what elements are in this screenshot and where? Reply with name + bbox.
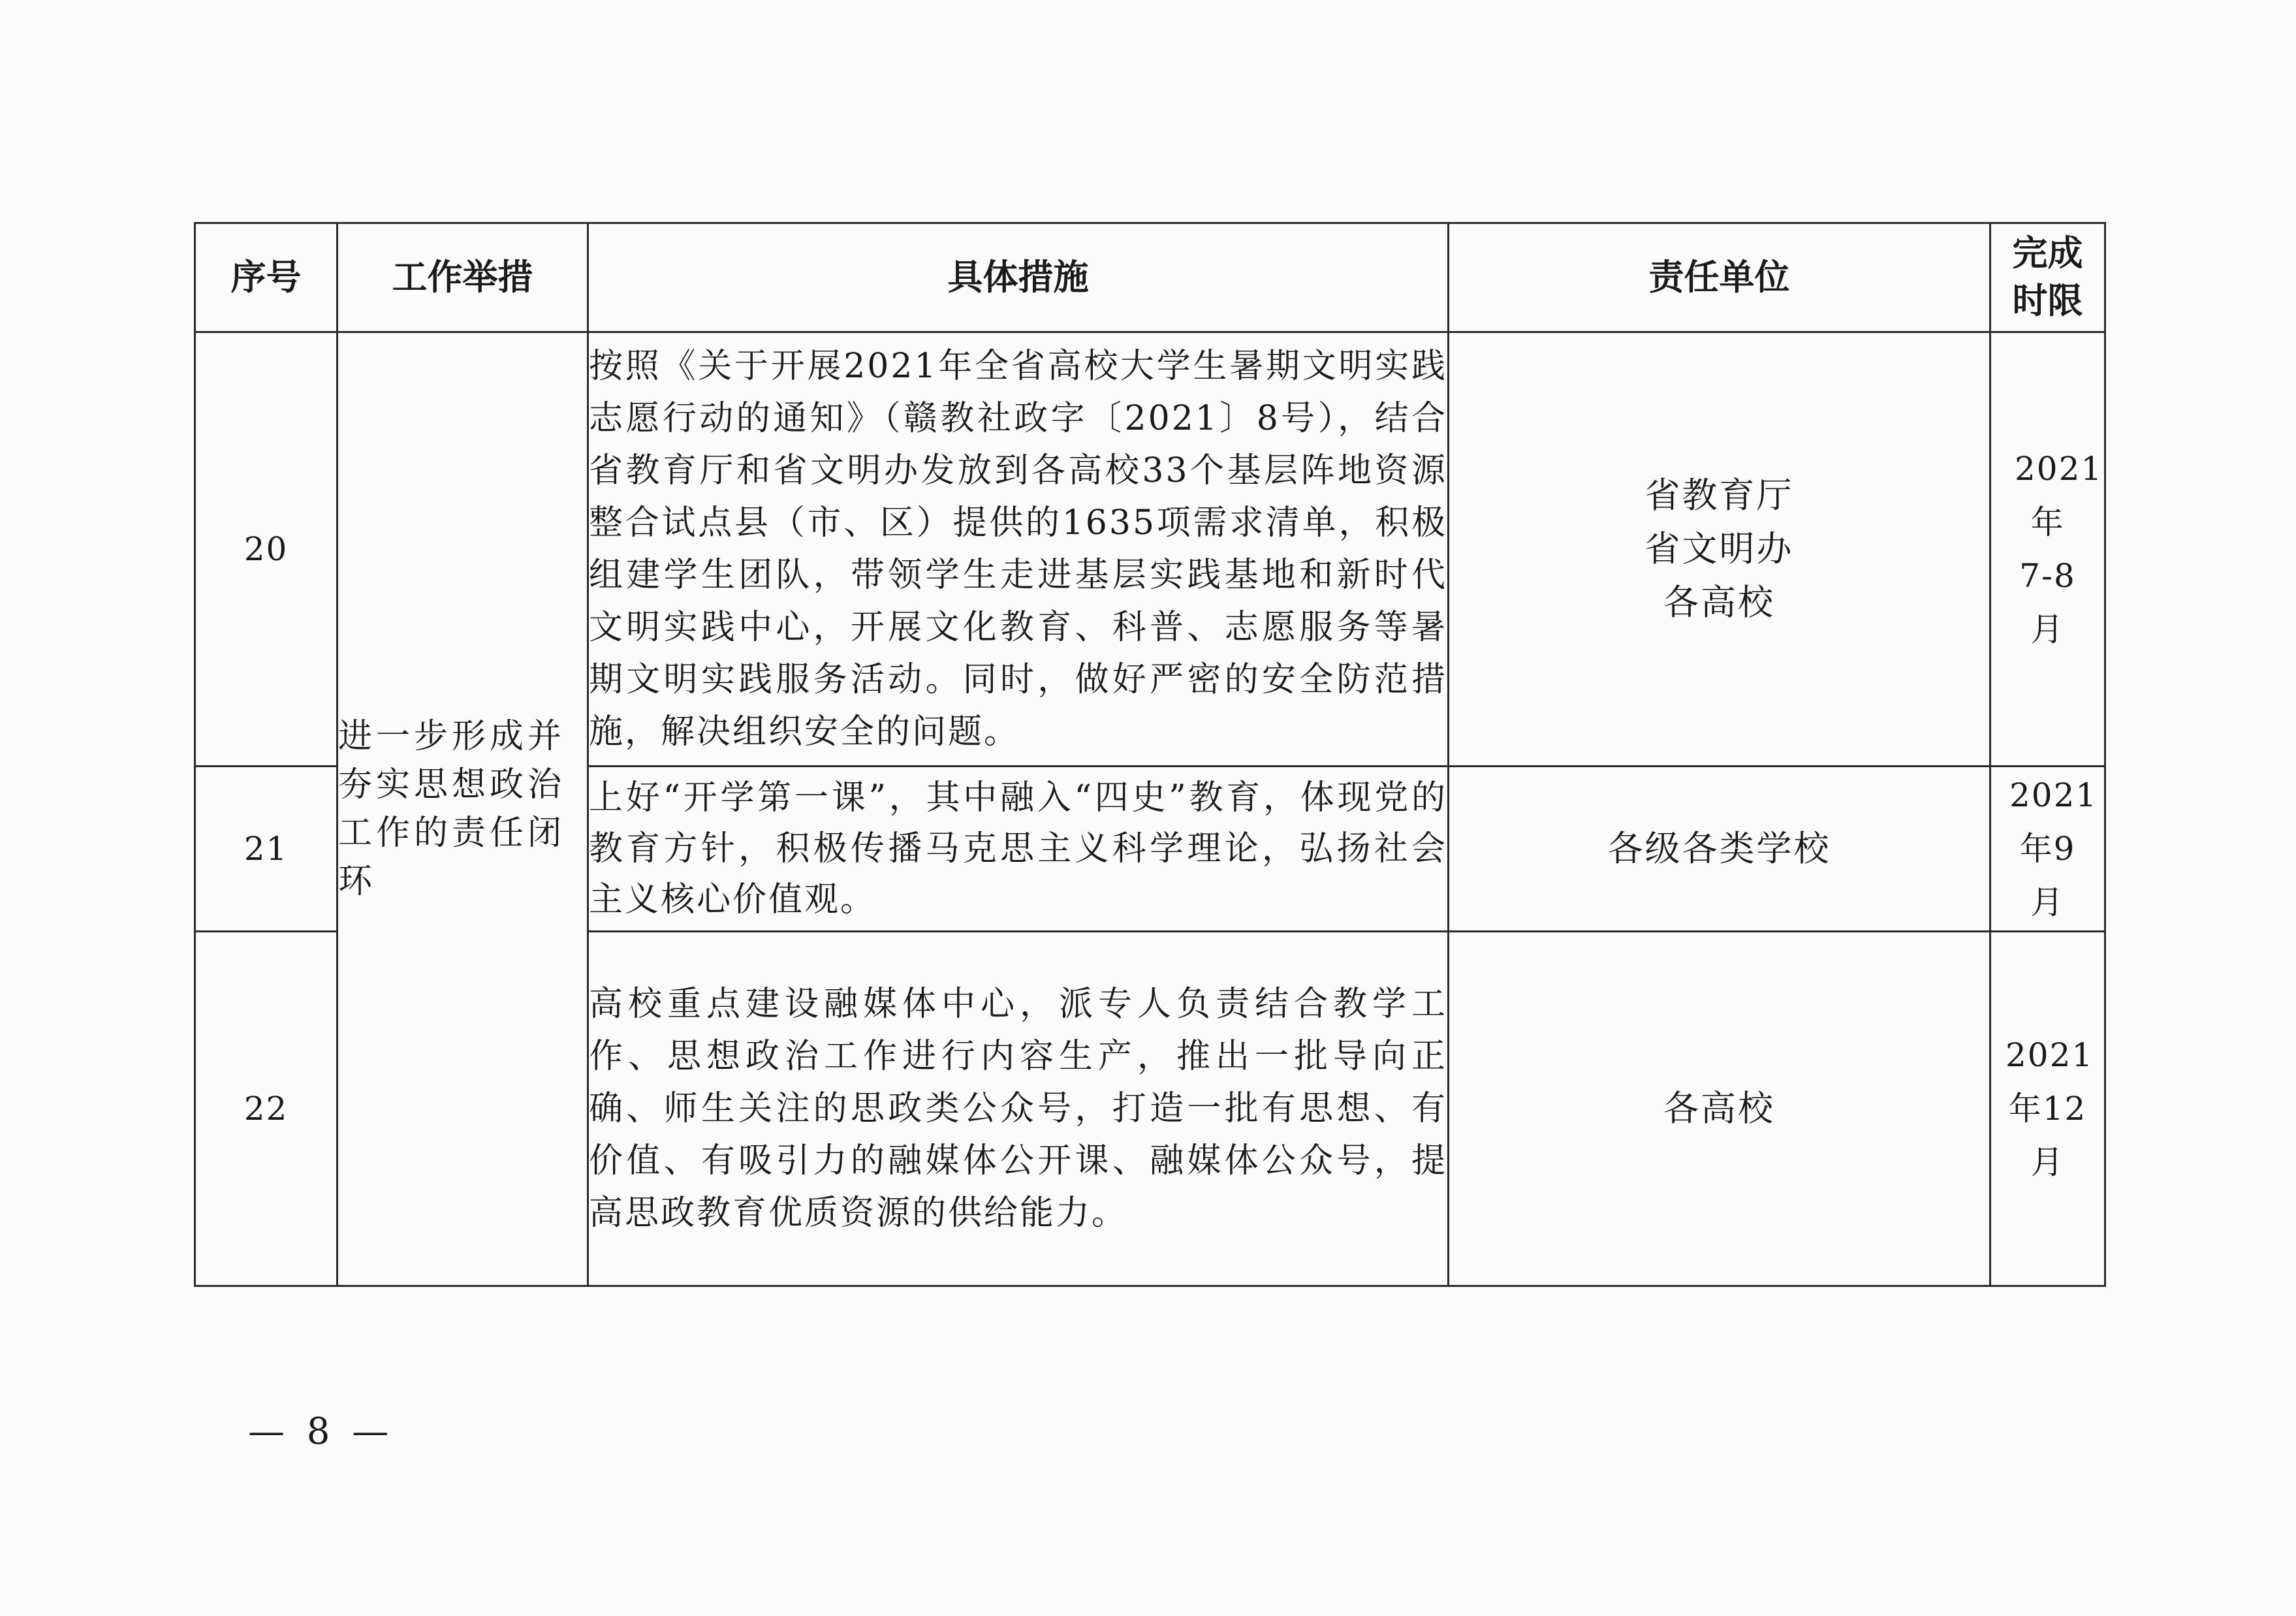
detail-cell: 按照《关于开展2021年全省高校大学生暑期文明实践志愿行动的通知》（赣教社政字〔2021〕8号），结合省教育厅和省文明办发放到各高校33个基层阵地资源整合试点县（市、区）提供的1635项需求清单，积极组建学生团队，带领学生走进基层实践基地和新时代文明实践中心，开展文化教育、科普、志愿服务等暑期文明实践服务活动。同时，做好严密的安全防范措施，解决组织安全的问题。 (588, 332, 1449, 767)
table-header-row (195, 223, 2105, 332)
header-detail: 具体措施 (588, 223, 1449, 332)
deadline-cell: 2021年12月 (1990, 932, 2105, 1286)
detail-cell: 上好“开学第一课”，其中融入“四史”教育，体现党的教育方针，积极传播马克思主义科学理论，弘扬社会主义核心价值观。 (588, 767, 1449, 932)
header-no: 序号 (195, 223, 338, 332)
row-number: 20 (195, 332, 338, 767)
row-number: 21 (195, 767, 338, 932)
unit-name: 省教育厅 (1644, 475, 1794, 516)
header-time: 完成时限 (1990, 223, 2105, 332)
unit-name: 各高校 (1663, 582, 1775, 623)
unit-cell (1449, 767, 1990, 932)
header-unit: 责任单位 (1449, 223, 1990, 332)
deadline-cell: 2021年9月 (1990, 767, 2105, 932)
detail-cell: 高校重点建设融媒体中心，派专人负责结合教学工作、思想政治工作进行内容生产，推出一批导向正确、师生关注的思政类公众号，打造一批有思想、有价值、有吸引力的融媒体公开课、融媒体公众号，提高思政教育优质资源的供给能力。 (588, 932, 1449, 1286)
row-number: 22 (195, 932, 338, 1286)
page-number: — 8 — (248, 1410, 394, 1453)
unit-cell (1449, 932, 1990, 1286)
unit-cell (1449, 332, 1990, 767)
work-plan-table (194, 222, 2106, 1287)
table-row (195, 332, 2105, 767)
unit-name: 各高校 (1663, 1088, 1775, 1129)
header-work: 工作举措 (338, 223, 588, 332)
unit-name: 省文明办 (1644, 528, 1794, 569)
deadline-cell: 2021年7-8月 (1990, 332, 2105, 767)
unit-name: 各级各类学校 (1607, 828, 1831, 869)
work-measure-cell: 进一步形成并夯实思想政治工作的责任闭环 (338, 332, 588, 1286)
